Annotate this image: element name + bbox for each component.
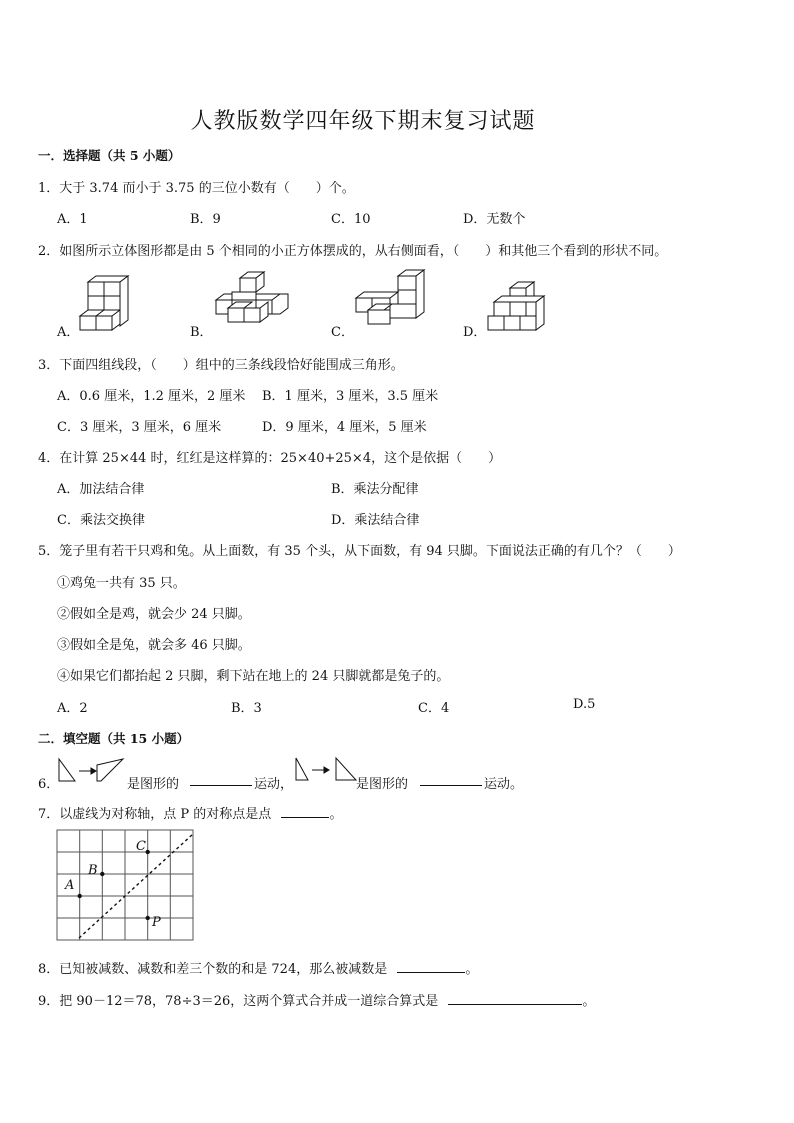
rotation-figure	[294, 756, 358, 786]
translation-figure	[57, 757, 125, 785]
q6-text-1: 是图形的	[127, 777, 180, 792]
q5-statement-4: ④如果它们都抬起 2 只脚，剩下站在地上的 24 只脚就都是兔子的。	[57, 669, 450, 684]
q4-option-d[interactable]: D．乘法结合律	[331, 513, 420, 528]
point-a-marker	[78, 894, 82, 898]
question-9	[38, 990, 595, 1009]
q6-text-2: 运动，	[254, 777, 294, 792]
q8-end: 。	[465, 962, 479, 977]
section-heading-fill: 二．填空题（共 15 小题）	[38, 731, 190, 746]
q8-blank[interactable]	[397, 960, 465, 973]
question-2: 2．如图所示立体图形都是由 5 个相同的小正方体摆成的，从右侧面看，（ ）和其他三个看到的形状不同。	[38, 244, 668, 259]
point-a-label: A	[65, 878, 75, 893]
q2-option-a[interactable]: A．	[57, 325, 80, 340]
q3-option-b[interactable]: B．1 厘米，3 厘米，3.5 厘米	[262, 389, 439, 404]
q2-option-b[interactable]: B．	[190, 325, 213, 340]
q1-option-a[interactable]: A．1	[57, 212, 88, 227]
point-b-marker	[100, 872, 104, 876]
point-p-marker	[146, 916, 150, 920]
q1-option-c[interactable]: C．10	[331, 212, 371, 227]
q1-option-b[interactable]: B．9	[190, 212, 221, 227]
q7-blank[interactable]	[281, 805, 329, 818]
q2-option-d[interactable]: D．	[463, 325, 487, 340]
q4-option-c[interactable]: C．乘法交换律	[57, 513, 145, 528]
q9-stem: 9．把 90－12＝78，78÷3＝26，这两个算式合并成一道综合算式是	[38, 994, 439, 1009]
q5-option-d[interactable]: D.5	[573, 697, 596, 712]
q7-end: 。	[329, 807, 343, 822]
point-b-label: B	[88, 863, 98, 878]
symmetry-grid	[57, 830, 197, 942]
q6-text-3: 是图形的	[356, 777, 409, 792]
q2-figure-b	[212, 270, 292, 334]
question-4: 4．在计算 25×44 时，红红是这样算的：25×40+25×4，这个是依据（ ）	[38, 451, 502, 466]
q4-option-b[interactable]: B．乘法分配律	[331, 482, 419, 497]
q5-statement-3: ③假如全是兔，就会多 46 只脚。	[57, 638, 251, 653]
point-c-marker	[146, 850, 150, 854]
q2-figure-c	[352, 268, 432, 334]
q2-figure-d	[486, 280, 550, 334]
question-7	[38, 803, 342, 822]
q9-blank[interactable]	[448, 992, 582, 1005]
q2-option-c[interactable]: C．	[331, 325, 354, 340]
q8-stem: 8．已知被减数、减数和差三个数的和是 724，那么被减数是	[38, 962, 388, 977]
question-1: 1．大于 3.74 而小于 3.75 的三位小数有（ ）个。	[38, 181, 355, 196]
q5-option-c[interactable]: C．4	[418, 701, 450, 716]
q6-blank-1[interactable]	[190, 773, 252, 786]
q9-end: 。	[582, 994, 596, 1009]
q5-statement-2: ②假如全是鸡，就会少 24 只脚。	[57, 607, 251, 622]
point-p-label: P	[152, 915, 161, 930]
q6-text-4: 运动。	[484, 777, 524, 792]
q5-option-b[interactable]: B．3	[231, 701, 262, 716]
question-6-number: 6．	[38, 777, 60, 792]
point-c-label: C	[136, 839, 146, 854]
question-3: 3．下面四组线段，（ ）组中的三条线段恰好能围成三角形。	[38, 358, 404, 373]
q2-figure-a	[78, 274, 138, 334]
q6-blank-2[interactable]	[420, 773, 482, 786]
page-title: 人教版数学四年级下期末复习试题	[190, 109, 536, 134]
q3-option-c[interactable]: C．3 厘米，3 厘米，6 厘米	[57, 420, 222, 435]
section-heading-choice: 一．选择题（共 5 小题）	[38, 148, 181, 163]
q5-option-a[interactable]: A．2	[57, 701, 88, 716]
q4-option-a[interactable]: A．加法结合律	[57, 482, 145, 497]
q3-option-a[interactable]: A．0.6 厘米，1.2 厘米，2 厘米	[57, 389, 246, 404]
q7-stem: 7．以虚线为对称轴，点 P 的对称点是点	[38, 807, 272, 822]
q3-option-d[interactable]: D．9 厘米，4 厘米，5 厘米	[262, 420, 427, 435]
q1-option-d[interactable]: D．无数个	[463, 212, 526, 227]
question-5: 5．笼子里有若干只鸡和兔。从上面数，有 35 个头，从下面数，有 94 只脚。下面说法正确的有几个？（ ）	[38, 544, 681, 559]
q5-statement-1: ①鸡兔一共有 35 只。	[57, 576, 186, 591]
question-8	[38, 958, 478, 977]
